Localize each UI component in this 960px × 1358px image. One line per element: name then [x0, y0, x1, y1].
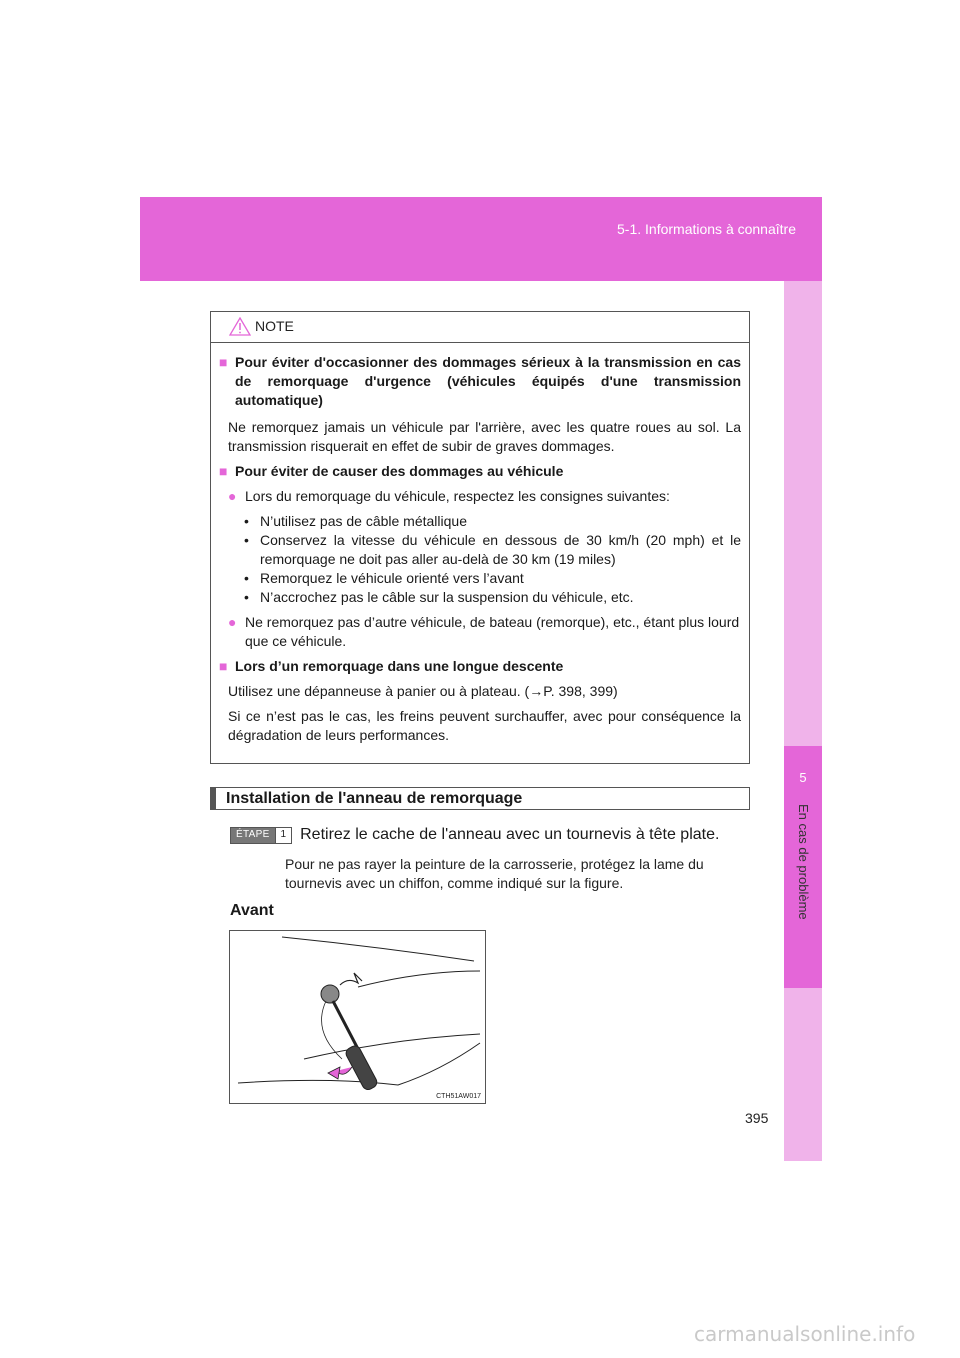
note-list-item: ● Lors du remorquage du véhicule, respectez les consignes suivantes:	[228, 488, 670, 504]
step-badge	[230, 827, 292, 844]
page-number: 395	[745, 1110, 769, 1126]
note-title: NOTE	[255, 318, 294, 334]
figure-code: CTH51AW017	[436, 1093, 481, 1100]
section-heading-bar	[210, 787, 750, 810]
chapter-label: En cas de problème	[796, 804, 811, 920]
section-title: Installation de l'anneau de remorquage	[226, 789, 523, 807]
square-bullet-icon: ■	[219, 658, 228, 674]
note-box	[210, 311, 750, 764]
square-bullet-icon: ■	[219, 354, 228, 370]
note-sub-item: • N’accrochez pas le câble sur la suspension du véhicule, etc.	[244, 589, 634, 605]
side-tab	[784, 281, 822, 1161]
chapter-tab	[784, 746, 822, 988]
screwdriver-illustration	[230, 931, 485, 1103]
heading-accent	[211, 788, 216, 809]
step-row	[230, 826, 719, 844]
note-paragraph: Ne remorquez jamais un véhicule par l'arrière, avec les quatre roues au sol. La transmission risquerait en effet de subir de graves dommages.	[228, 419, 741, 454]
header-band	[140, 197, 822, 281]
note-section-heading: ■ Pour éviter de causer des dommages au véhicule	[219, 463, 564, 479]
figure-label-avant: Avant	[230, 902, 274, 919]
note-header	[211, 312, 749, 343]
circle-bullet-icon: ●	[228, 488, 237, 504]
note-paragraph: Utilisez une dépanneuse à panier ou à plateau. (→P. 398, 399)	[228, 683, 618, 699]
note-sub-item: • N’utilisez pas de câble métallique	[244, 513, 467, 529]
dot-bullet-icon: •	[244, 532, 249, 548]
illustration-figure	[229, 930, 486, 1104]
dot-bullet-icon: •	[244, 513, 249, 529]
header-section-title: 5-1. Informations à connaître	[617, 221, 796, 237]
dot-bullet-icon: •	[244, 570, 249, 586]
step-badge-number: 1	[275, 828, 292, 843]
circle-bullet-icon: ●	[228, 614, 237, 630]
step-note: Pour ne pas rayer la peinture de la carrosserie, protégez la lame du tournevis avec un chiffon, comme indiqué sur la figure.	[285, 856, 704, 891]
note-section-heading: ■ Pour éviter d'occasionner des dommages sérieux à la transmission en cas de remorquage d'urgence (véhicules équipés d'une transmission automatique)	[219, 354, 741, 408]
watermark	[694, 1322, 915, 1346]
note-section-heading: ■ Lors d’un remorquage dans une longue descente	[219, 658, 564, 674]
note-list-item: ● Ne remorquez pas d’autre véhicule, de bateau (remorque), etc., étant plus lourd que ce véhicule.	[228, 614, 740, 649]
note-sub-item: • Remorquez le véhicule orienté vers l’avant	[244, 570, 524, 586]
watermark-text: carmanualsonline.info	[694, 1322, 916, 1346]
note-sub-item: • Conservez la vitesse du véhicule en dessous de 30 km/h (20 mph) et le remorquage ne doit pas aller au-delà de 30 km (19 miles)	[244, 532, 741, 567]
square-bullet-icon: ■	[219, 463, 228, 479]
note-body	[211, 343, 749, 745]
chapter-number: 5	[799, 770, 807, 785]
step-instruction: Retirez le cache de l'anneau avec un tournevis à tête plate.	[300, 826, 720, 843]
warning-icon	[229, 317, 251, 336]
step-badge-word: ÉTAPE	[231, 828, 275, 843]
dot-bullet-icon: •	[244, 589, 249, 605]
note-paragraph: Si ce n’est pas le cas, les freins peuvent surchauffer, avec pour conséquence la dégradation de leurs performances.	[228, 708, 741, 743]
